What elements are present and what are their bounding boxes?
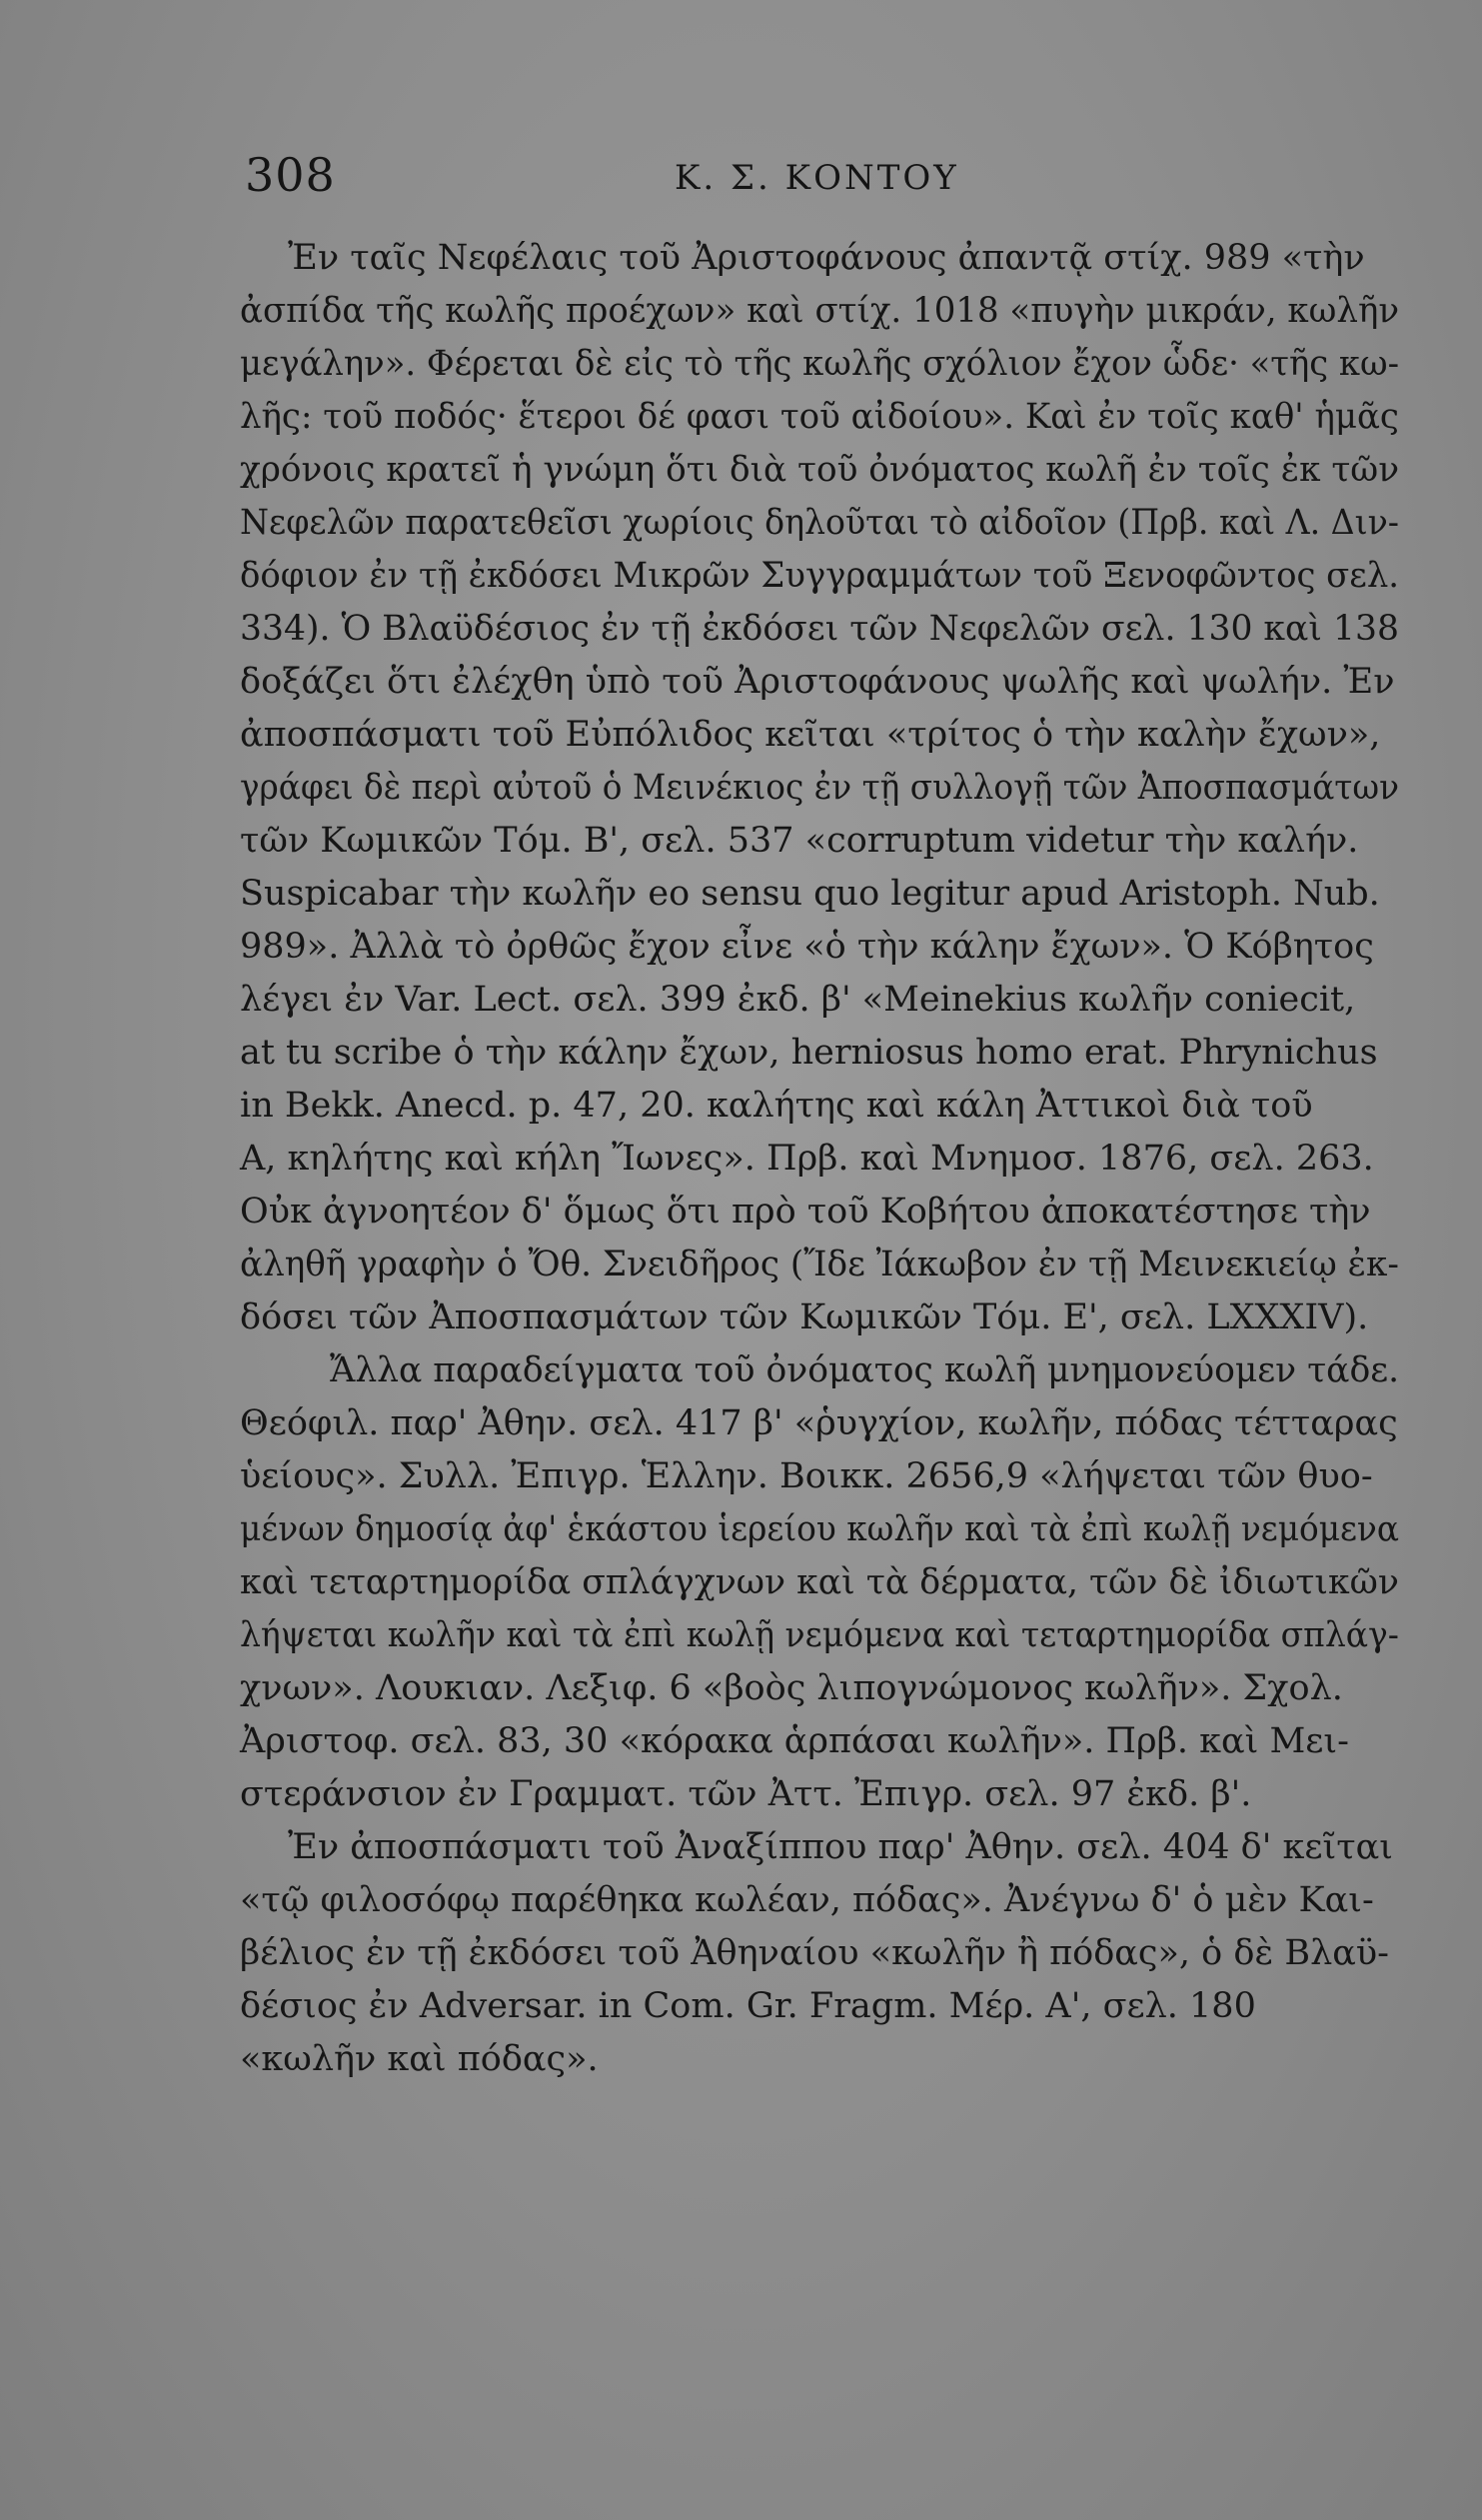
text-line: λήψεται κωλῆν καὶ τὰ ἐπὶ κωλῇ νεμόμενα καὶ τεταρτημορίδα σπλάγ-	[240, 1615, 1399, 1655]
text-line: χρόνοις κρατεῖ ἡ γνώμη ὅτι διὰ τοῦ ὀνόματος κωλῆ ἐν τοῖς ἐκ τῶν	[240, 450, 1400, 490]
text-line: Οὐκ ἀγνοητέον δ' ὅμως ὅτι πρὸ τοῦ Κοβήτου ἀποκατέστησε τὴν	[240, 1192, 1371, 1232]
text-line: καὶ τεταρτημορίδα σπλάγχνων καὶ τὰ δέρματα, τῶν δὲ ἰδιωτικῶν	[240, 1562, 1399, 1602]
text-line: Ἐν ἀποσπάσματι τοῦ Ἀναξίππου παρ' Ἀθην. σελ. 404 δ' κεῖται	[288, 1827, 1393, 1867]
text-line: Θεόφιλ. παρ' Ἀθην. σελ. 417 β' «ῥυγχίον, κωλῆν, πόδας τέτταρας	[240, 1403, 1398, 1443]
text-line: Νεφελῶν παρατεθεῖσι χωρίοις δηλοῦται τὸ αἰδοῖον (Πρβ. καὶ Λ. Διν-	[240, 503, 1399, 543]
text-line: μένων δημοσίᾳ ἀφ' ἑκάστου ἱερείου κωλῆν καὶ τὰ ἐπὶ κωλῇ νεμόμενα	[240, 1509, 1399, 1549]
text-line: λέγει ἐν Var. Lect. σελ. 399 ἐκδ. β' «Meinekius κωλῆν coniecit,	[240, 980, 1356, 1020]
running-head: Κ. Σ. ΚΟΝΤΟΥ	[675, 158, 959, 198]
body-text	[240, 232, 1399, 2086]
text-line: στεράνσιον ἐν Γραμματ. τῶν Ἀττ. Ἐπιγρ. σελ. 97 ἐκδ. β'.	[240, 1774, 1252, 1814]
text-line: γράφει δὲ περὶ αὐτοῦ ὁ Μεινέκιος ἐν τῇ συλλογῇ τῶν Ἀποσπασμάτων	[240, 768, 1400, 808]
text-line: δόφιον ἐν τῇ ἐκδόσει Μικρῶν Συγγραμμάτων τοῦ Ξενοφῶντος σελ.	[240, 556, 1400, 596]
text-line: δοξάζει ὅτι ἐλέχθη ὑπὸ τοῦ Ἀριστοφάνους ψωλῆς καὶ ψωλήν. Ἐν	[240, 662, 1395, 702]
text-line: δέσιος ἐν Adversar. in Com. Gr. Fragm. Μέρ. Α', σελ. 180	[240, 1986, 1256, 2026]
text-line: «κωλῆν καὶ πόδας».	[240, 2039, 599, 2079]
text-line: Ἄλλα παραδείγματα τοῦ ὀνόματος κωλῆ μνημονεύομεν τάδε.	[330, 1350, 1400, 1390]
text-line: «τῷ φιλοσόφῳ παρέθηκα κωλέαν, πόδας». Ἀνέγνω δ' ὁ μὲν Και-	[240, 1880, 1374, 1920]
page-header	[245, 148, 1294, 218]
text-line: Suspicabar τὴν κωλῆν eo sensu quo legitur apud Aristoph. Nub.	[240, 874, 1380, 914]
text-line: βέλιος ἐν τῇ ἐκδόσει τοῦ Ἀθηναίου «κωλῆν ἢ πόδας», ὁ δὲ Βλαϋ-	[240, 1933, 1389, 1973]
text-line: Ἀριστοφ. σελ. 83, 30 «κόρακα ἁρπάσαι κωλῆν». Πρβ. καὶ Μει-	[240, 1721, 1349, 1761]
text-line: Ἐν ταῖς Νεφέλαις τοῦ Ἀριστοφάνους ἀπαντᾷ στίχ. 989 «τὴν	[288, 238, 1365, 278]
text-line: δόσει τῶν Ἀποσπασμάτων τῶν Κωμικῶν Τόμ. Ε', σελ. LXXXIV).	[240, 1297, 1369, 1337]
text-line: ἀληθῆ γραφὴν ὁ Ὄθ. Σνειδῆρος (Ἴδε Ἰάκωβον ἐν τῇ Μεινεκιείῳ ἐκ-	[240, 1245, 1399, 1284]
text-line: Α, κηλήτης καὶ κήλη Ἴωνες». Πρβ. καὶ Μνημοσ. 1876, σελ. 263.	[240, 1139, 1374, 1179]
page-number: 308	[245, 148, 336, 202]
text-line: at tu scribe ὁ τὴν κάλην ἔχων, herniosus homo erat. Phrynichus	[240, 1033, 1378, 1073]
text-line: λῆς: τοῦ ποδός· ἕτεροι δέ φασι τοῦ αἰδοίου». Καὶ ἐν τοῖς καθ' ἡμᾶς	[240, 397, 1399, 437]
text-line: ἀσπίδα τῆς κωλῆς προέχων» καὶ στίχ. 1018 «πυγὴν μικράν, κωλῆν	[240, 291, 1400, 331]
text-line: ἀποσπάσματι τοῦ Εὐπόλιδος κεῖται «τρίτος ὁ τὴν καλὴν ἔχων»,	[240, 715, 1381, 755]
text-line: 989». Ἀλλὰ τὸ ὀρθῶς ἔχον εἶνε «ὁ τὴν κάλην ἔχων». Ὁ Κόβητος	[240, 927, 1374, 967]
text-line: χνων». Λουκιαν. Λεξιφ. 6 «βοὸς λιπογνώμονος κωλῆν». Σχολ.	[240, 1668, 1343, 1708]
text-line: τῶν Κωμικῶν Τόμ. Β', σελ. 537 «corruptum videtur τὴν καλήν.	[240, 821, 1359, 861]
text-line: in Bekk. Anecd. p. 47, 20. καλήτης καὶ κάλη Ἀττικοὶ διὰ τοῦ	[240, 1086, 1313, 1126]
text-line: ὑείους». Συλλ. Ἐπιγρ. Ἑλλην. Βοικκ. 2656,9 «λήψεται τῶν θυο-	[240, 1456, 1373, 1496]
text-line: μεγάλην». Φέρεται δὲ εἰς τὸ τῆς κωλῆς σχόλιον ἔχον ὧδε· «τῆς κω-	[240, 344, 1400, 384]
text-line: 334). Ὁ Βλαϋδέσιος ἐν τῇ ἐκδόσει τῶν Νεφελῶν σελ. 130 καὶ 138	[240, 609, 1399, 649]
